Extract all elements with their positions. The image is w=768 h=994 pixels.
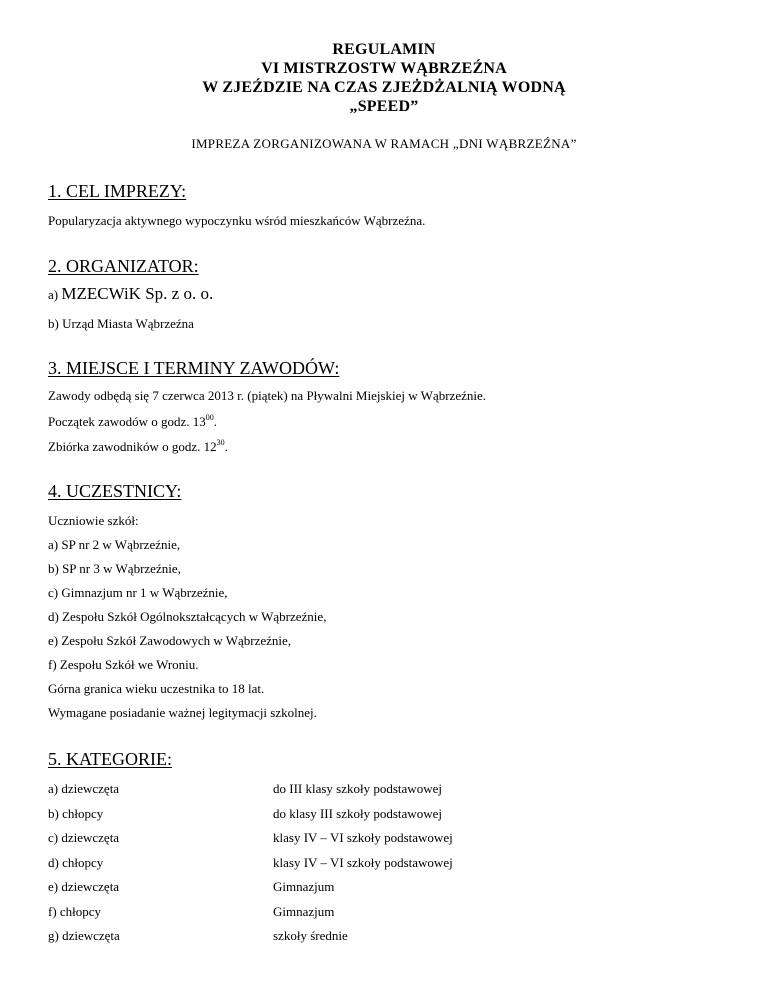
participants-line: f) Zespołu Szkół we Wroniu. [48, 657, 199, 672]
organizer-a-name: MZECWiK Sp. z o. o. [61, 284, 214, 303]
gathering-time-text: Zbiórka zawodników o godz. 12 [48, 439, 217, 454]
participants-line: d) Zespołu Szkół Ogólnokształcących w Wąbrzeźnie, [48, 609, 327, 624]
gathering-time-minutes: 30 [216, 438, 225, 447]
title-line: W ZJEŹDZIE NA CZAS ZJEŻDŻALNIĄ WODNĄ [202, 79, 566, 96]
category-group: a) dziewczęta [48, 781, 120, 796]
start-time-line [48, 413, 217, 430]
start-time-text: Początek zawodów o godz. 13 [48, 414, 206, 429]
document-subtitle: IMPREZA ZORGANIZOWANA W RAMACH „DNI WĄBRZEŹNA” [191, 136, 577, 151]
category-group: b) chłopcy [48, 806, 104, 821]
category-level: Gimnazjum [273, 879, 335, 894]
start-time-end: . [213, 414, 218, 429]
category-level: Gimnazjum [273, 904, 335, 919]
title-line: „SPEED” [349, 98, 419, 115]
section-heading-kategorie: 5. KATEGORIE: [48, 749, 172, 769]
category-group: f) chłopcy [48, 904, 102, 919]
organizer-a [48, 284, 213, 304]
category-group: g) dziewczęta [48, 928, 120, 943]
participants-line: b) SP nr 3 w Wąbrzeźnie, [48, 561, 181, 576]
category-level: klasy IV – VI szkoły podstawowej [273, 830, 453, 845]
category-level: szkoły średnie [273, 928, 348, 943]
section-text-cel: Popularyzacja aktywnego wypoczynku wśród mieszkańców Wąbrzeźna. [48, 213, 426, 228]
gathering-time-end: . [224, 439, 228, 454]
category-level: klasy IV – VI szkoły podstawowej [273, 855, 453, 870]
participants-line: Wymagane posiadanie ważnej legitymacji szkolnej. [48, 705, 317, 720]
title-line: REGULAMIN [332, 41, 436, 58]
section-heading-miejsce: 3. MIEJSCE I TERMINY ZAWODÓW: [48, 358, 340, 378]
organizer-b: b) Urząd Miasta Wąbrzeźna [48, 316, 194, 331]
participants-line: Uczniowie szkół: [48, 513, 139, 528]
category-group: d) chłopcy [48, 855, 104, 870]
participants-line: e) Zespołu Szkół Zawodowych w Wąbrzeźnie, [48, 633, 292, 648]
section-heading-uczestnicy: 4. UCZESTNICY: [48, 481, 182, 501]
venue-line: Zawody odbędą się 7 czerwca 2013 r. (piątek) na Pływalni Miejskiej w Wąbrzeźnie. [48, 388, 486, 403]
section-heading-cel: 1. CEL IMPREZY: [48, 181, 187, 201]
participants-line: a) SP nr 2 w Wąbrzeźnie, [48, 537, 181, 552]
section-heading-organizator: 2. ORGANIZATOR: [48, 256, 199, 276]
category-group: e) dziewczęta [48, 879, 120, 894]
start-time-minutes: 00 [205, 413, 214, 422]
category-level: do klasy III szkoły podstawowej [273, 806, 442, 821]
gathering-time-line [48, 438, 228, 455]
participants-line: c) Gimnazjum nr 1 w Wąbrzeźnie, [48, 585, 228, 600]
title-line: VI MISTRZOSTW WĄBRZEŹNA [261, 60, 507, 77]
participants-line: Górna granica wieku uczestnika to 18 lat. [48, 681, 265, 696]
organizer-a-prefix: a) [48, 287, 62, 302]
category-group: c) dziewczęta [48, 830, 120, 845]
category-level: do III klasy szkoły podstawowej [273, 781, 442, 796]
document-title [0, 40, 768, 116]
